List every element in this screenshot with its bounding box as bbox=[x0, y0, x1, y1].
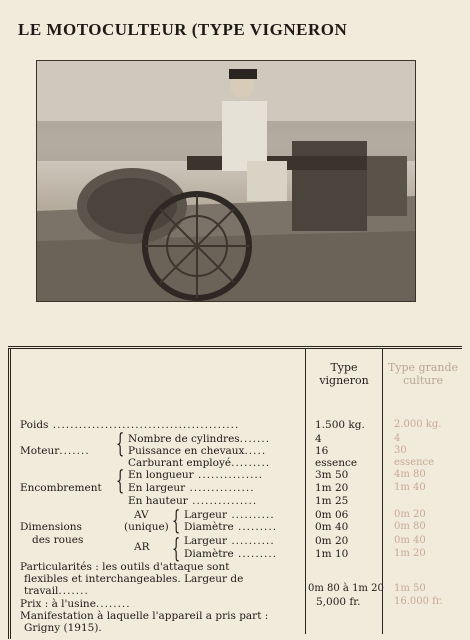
roues-ar-label: AR bbox=[134, 541, 150, 553]
roues-value: 0m 20 bbox=[315, 535, 349, 547]
moteur-value-2: essence bbox=[394, 457, 435, 468]
page-title: LE MOTOCULTEUR (TYPE VIGNERON bbox=[18, 20, 348, 39]
brace: { bbox=[172, 506, 181, 536]
encombrement-item: En longueur ............... bbox=[128, 469, 264, 481]
moteur-item: Puissance en chevaux..... bbox=[128, 445, 267, 457]
moteur-item: Nombre de cylindres....... bbox=[128, 433, 271, 445]
brace: { bbox=[172, 534, 181, 564]
manifestation-text: Manifestation à laquelle l'appareil a pris part : Grigny (1915). bbox=[20, 610, 269, 634]
roues-value-2: 1m 20 bbox=[394, 548, 426, 559]
moteur-value-2: 30 bbox=[394, 445, 407, 456]
column-header-grande-culture: Type grande culture bbox=[387, 361, 459, 387]
brace: { bbox=[116, 429, 125, 459]
encombrement-value: 1m 25 bbox=[315, 495, 349, 507]
encombrement-value: 3m 50 bbox=[315, 469, 349, 481]
table-left-rule bbox=[8, 349, 15, 639]
moteur-value: 16 bbox=[315, 445, 329, 457]
roues-value-2: 0m 80 bbox=[394, 521, 426, 532]
specifications-table bbox=[8, 346, 462, 639]
brace: { bbox=[116, 466, 125, 496]
tractor-photo bbox=[36, 60, 416, 302]
encombrement-value: 1m 20 bbox=[315, 482, 349, 494]
moteur-value: essence bbox=[315, 457, 358, 469]
roues-item: Largeur .......... bbox=[184, 509, 275, 521]
roues-item: Diamètre ......... bbox=[184, 548, 278, 560]
particularites-value: 0m 80 à 1m 20 bbox=[308, 583, 384, 594]
particularites-text: Particularités : les outils d'attaque sont flexibles et interchangeables. Largeur de travail....... bbox=[20, 561, 244, 597]
row-roues-label: Dimensions bbox=[20, 521, 82, 533]
poids-value-2: 2.000 kg. bbox=[394, 419, 442, 430]
row-moteur-label: Moteur....... bbox=[20, 445, 90, 457]
row-prix: Prix : à l'usine........ bbox=[20, 598, 131, 610]
row-roues-label-2: des roues bbox=[32, 534, 84, 546]
roues-item: Largeur .......... bbox=[184, 535, 275, 547]
row-encombrement-label: Encombrement bbox=[20, 482, 102, 494]
roues-value: 1m 10 bbox=[315, 548, 349, 560]
column-header-vigneron: Type vigneron bbox=[319, 361, 369, 387]
encombrement-item: En largeur ............... bbox=[128, 482, 255, 494]
moteur-value-2: 4 bbox=[394, 433, 401, 444]
moteur-value: 4 bbox=[315, 433, 322, 445]
encombrement-value-2: 4m 80 bbox=[394, 469, 426, 480]
encombrement-value-2: 1m 40 bbox=[394, 482, 426, 493]
moteur-item: Carburant employé......... bbox=[128, 457, 271, 469]
prix-value: 5,000 fr. bbox=[316, 596, 361, 608]
roues-av-label: AV bbox=[134, 509, 149, 521]
roues-item: Diamètre ......... bbox=[184, 521, 278, 533]
column-divider bbox=[305, 349, 306, 634]
roues-value: 0m 06 bbox=[315, 509, 349, 521]
particularites-value-2: 1m 50 bbox=[394, 583, 426, 594]
encombrement-item: En hauteur ............... bbox=[128, 495, 258, 507]
poids-value: 1.500 kg. bbox=[315, 419, 365, 431]
prix-value-2: 16.000 fr. bbox=[394, 596, 443, 607]
roues-value: 0m 40 bbox=[315, 521, 349, 533]
row-poids: Poids ........................................... bbox=[20, 419, 240, 431]
roues-unique-label: (unique) bbox=[124, 521, 169, 533]
roues-value-2: 0m 40 bbox=[394, 535, 426, 546]
roues-value-2: 0m 20 bbox=[394, 509, 426, 520]
